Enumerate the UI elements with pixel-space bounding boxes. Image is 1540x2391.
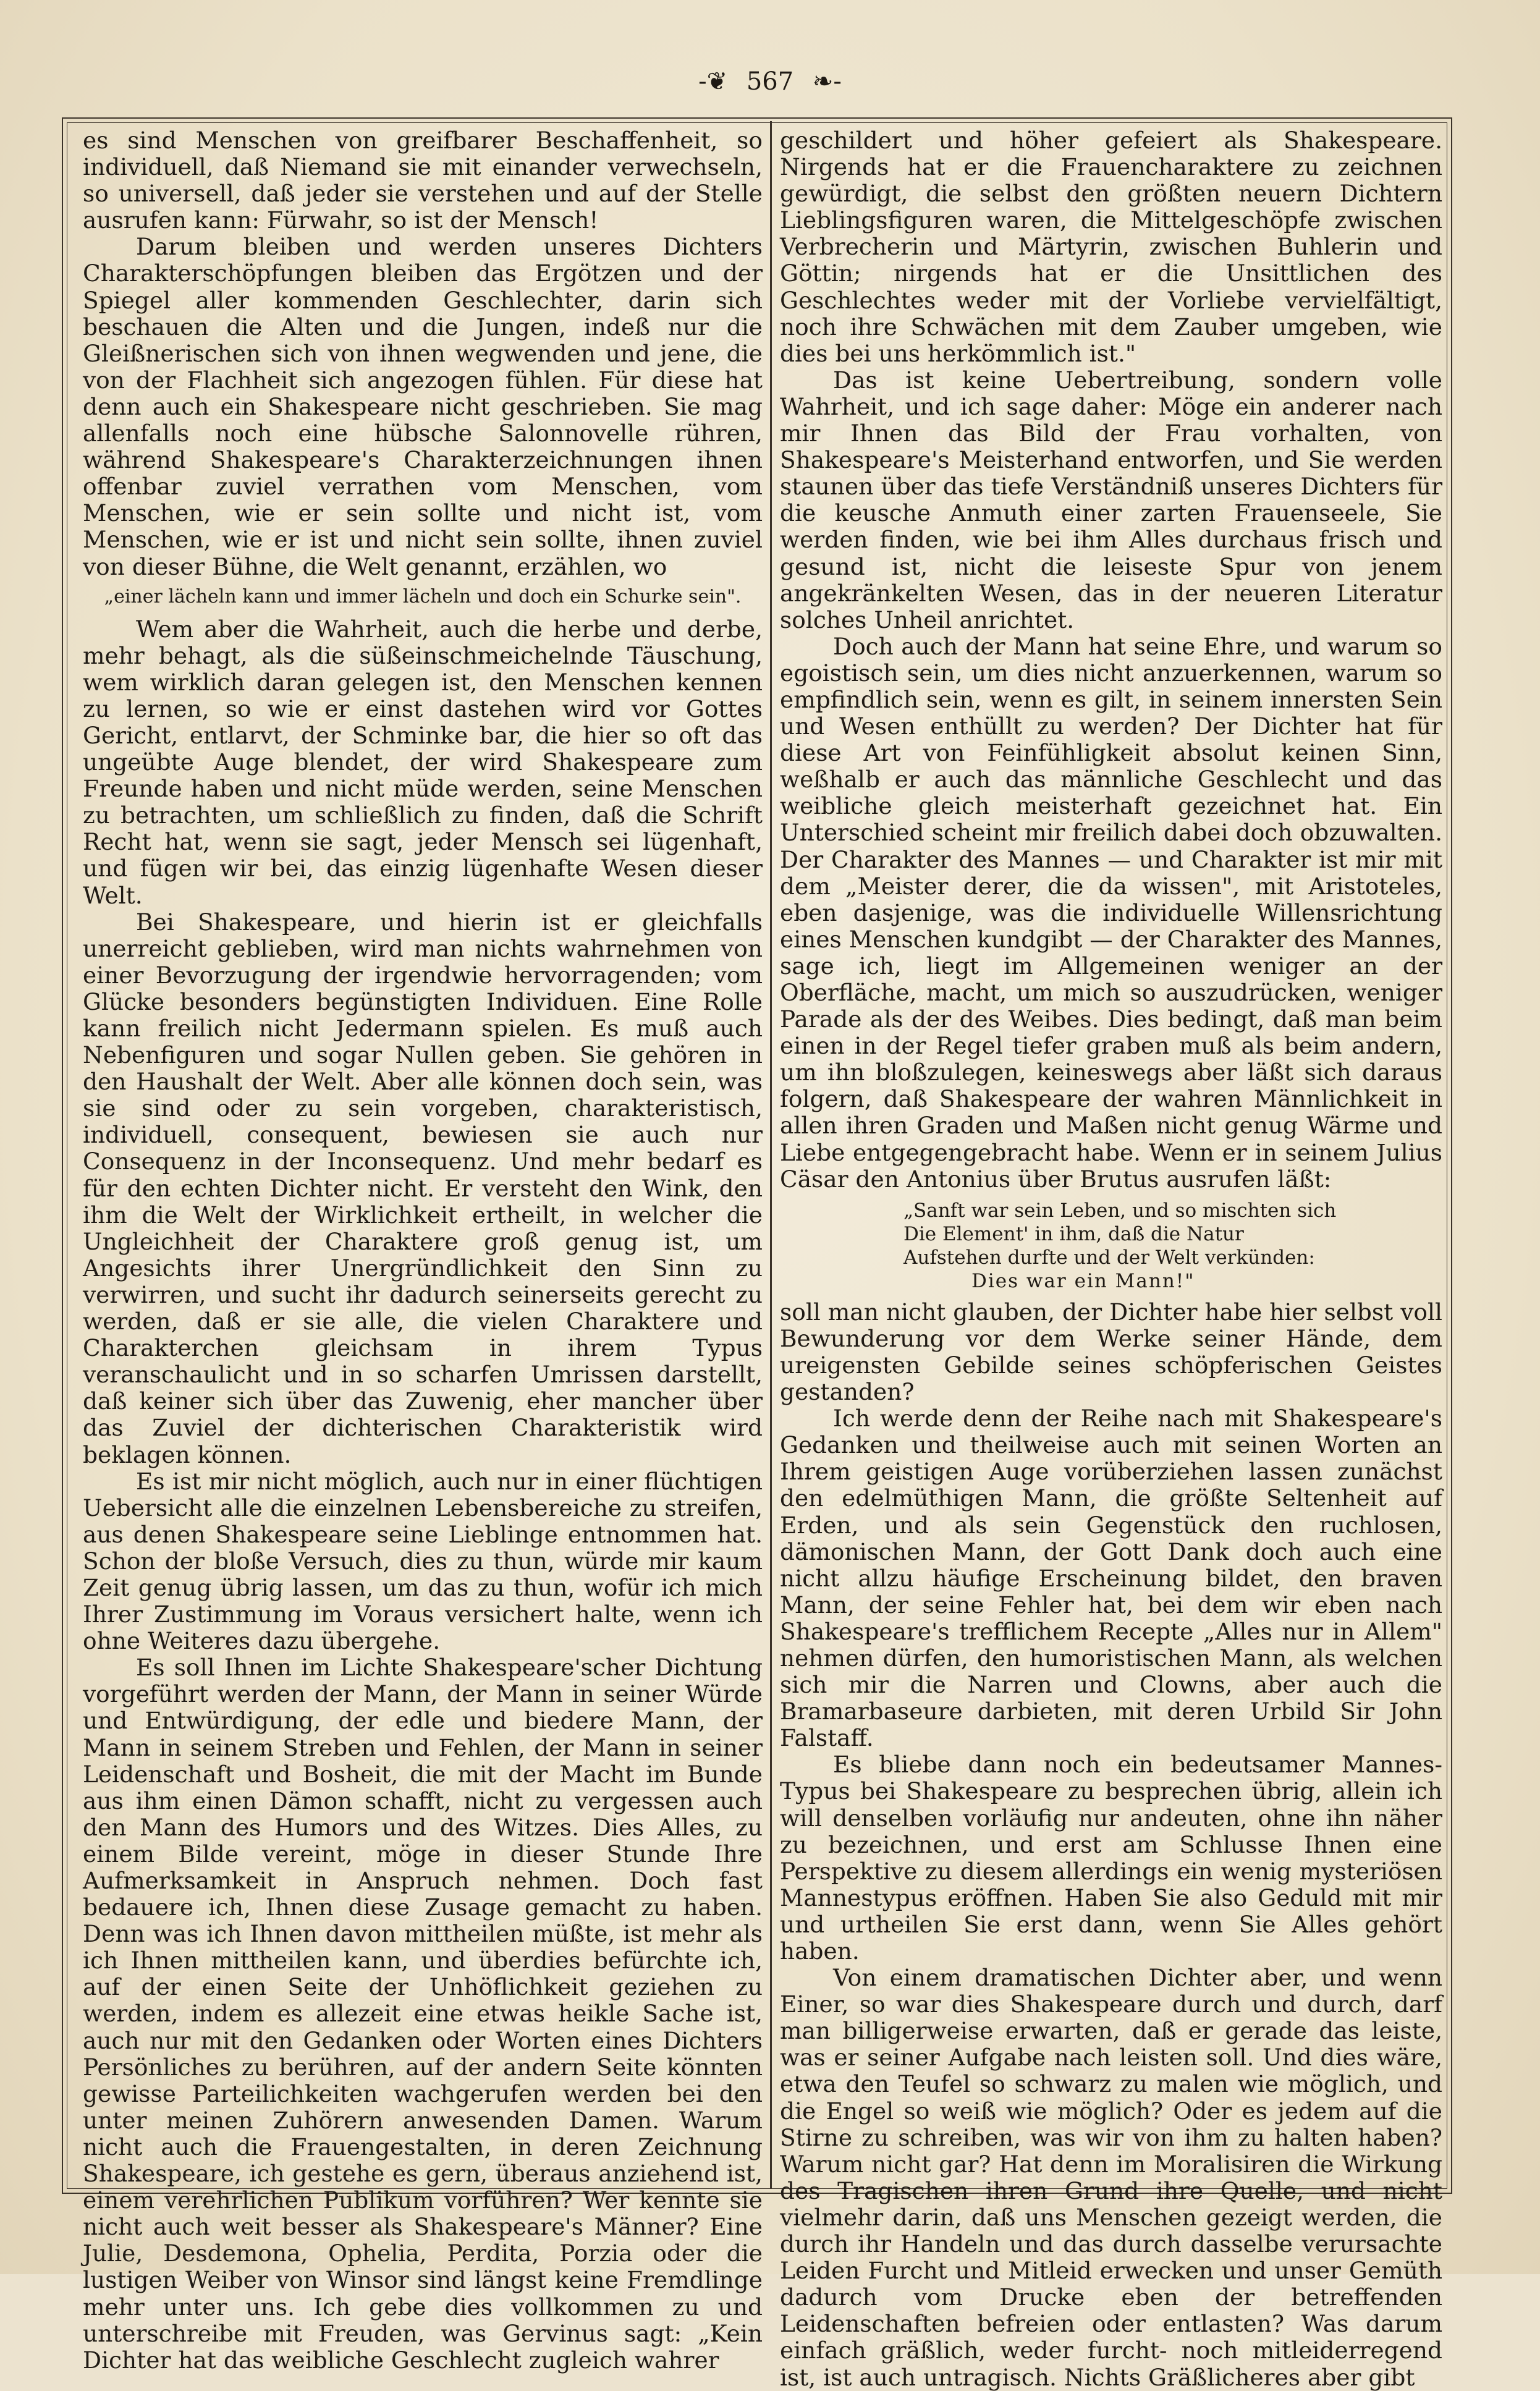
paragraph: es sind Menschen von greifbarer Beschaffenheit, so individuell, daß Niemand sie mit einander verwechseln, so universell, daß jeder sie verstehen und auf der Stelle ausrufen kann: Fürwahr, so ist der Mensch! (83, 127, 763, 234)
paragraph: Darum bleiben und werden unseres Dichters Charakterschöpfungen bleiben das Ergötzen und der Spiegel aller kommenden Geschlechter, darin sich beschauen die Alten und die Jungen, indeß nur die Gleißnerischen sich von ihnen wegwenden und jene, die von der Flachheit sich angezogen fühlen. Für diese hat denn auch ein Shakespeare nicht geschrieben. Sie mag allenfalls noch eine hübsche Salonnovelle rühren, während Shakespeare's Charakterzeichnungen ihnen offenbar zuviel verrathen vom Menschen, vom Menschen, wie er sein sollte und nicht ist, vom Menschen, wie er ist und nicht sein sollte, ihnen zuviel von dieser Bühne, die Welt genannt, erzählen, wo (83, 233, 763, 580)
paragraph: soll man nicht glauben, der Dichter habe hier selbst voll Bewunderung vor dem Werke seiner Hände, dem ureigensten Gebilde seines schöpferischen Geistes gestanden? (780, 1298, 1442, 1406)
ornament-left: -❦ (698, 67, 728, 96)
column-divider (770, 121, 772, 2189)
paragraph: Es bliebe dann noch ein bedeutsamer Mannes-Typus bei Shakespeare zu besprechen übrig, allein ich will denselben vorläufig nur andeuten, ohne ihn näher zu bezeichnen, und erst am Schlusse Ihnen eine Perspektive zu diesem allerdings ein wenig mysteriösen Mannestypus eröffnen. Haben Sie also Geduld mit mir und urtheilen Sie erst dann, wenn Sie Alles gehört haben. (780, 1751, 1442, 1965)
paragraph: Von einem dramatischen Dichter aber, und wenn Einer, so war dies Shakespeare durch und durch, darf man billigerweise erwarten, daß er gerade das leiste, was er seiner Aufgabe nach leisten soll. Und dies wäre, etwa den Teufel so schwarz zu malen wie möglich, und die Engel so weiß wie möglich? Oder es jedem auf die Stirne zu schreiben, was wir von ihm zu halten haben? Warum nicht gar? Hat denn im Moralisiren die Wirkung des Tragischen ihren Grund ihre Quelle, und nicht vielmehr darin, daß uns Menschen gezeigt werden, die durch ihr Handeln und das durch dasselbe verursachte Leiden Furcht und Mitleid erwecken und unser Gemüth dadurch vom Drucke eben der betreffenden Leidenschaften befreien oder entlasten? Was darum einfach gräßlich, weder furcht- noch mitleiderregend ist, ist auch untragisch. Nichts Gräßlicheres aber gibt (780, 1964, 1442, 2391)
verse-line: Dies war ein Mann!" (971, 1269, 1195, 1292)
right-column (780, 127, 1442, 2391)
paragraph: Doch auch der Mann hat seine Ehre, und warum so egoistisch sein, um dies nicht anzuerkennen, warum so empfindlich sein, wenn es gilt, in seinem innersten Sein und Wesen enthüllt zu werden? Der Dichter hat für diese Art von Feinfühligkeit absolut keinen Sinn, weßhalb er auch das männliche Geschlecht und das weibliche gleich meisterhaft gezeichnet hat. Ein Unterschied scheint mir freilich dabei doch obzuwalten. Der Charakter des Mannes — und Charakter ist mir mit dem „Meister derer, die da wissen", mit Aristoteles, eben dasjenige, was die individuelle Willensrichtung eines Menschen kundgibt — der Charakter des Mannes, sage ich, liegt im Allgemeinen weniger an der Oberfläche, macht, um mich so auszudrücken, weniger Parade als der des Weibes. Dies bedingt, daß man beim einen in der Regel tiefer graben muß als beim andern, um ihn bloßzulegen, keineswegs aber läßt sich daraus folgern, daß Shakespeare der wahren Männlichkeit in allen ihren Graden und Maßen nicht genug Wärme und Liebe entgegengebracht habe. Wenn er in seinem Julius Cäsar den Antonius über Brutus ausrufen läßt: (780, 632, 1442, 1193)
verse-quotation (903, 1199, 1442, 1293)
paragraph: Ich werde denn der Reihe nach mit Shakespeare's Gedanken und theilweise auch mit seinen Worten an Ihrem geistigen Auge vorüberziehen lassen zunächst den edelmüthigen Mann, die größte Seltenheit auf Erden, und als sein Gegenstück den ruchlosen, dämonischen Mann, der Gott Dank doch auch eine nicht allzu häufige Erscheinung bildet, den braven Mann, der seine Fehler hat, bei dem wir eben nach Shakespeare's trefflichem Recepte „Alles nur in Allem" nehmen dürfen, den humoristischen Mann, als welchen sich mir die Narren und Clowns, aber auch die Bramarbaseure darbieten, mit deren Urbild Sir John Falstaff. (780, 1405, 1442, 1752)
left-column (83, 127, 763, 2374)
verse-line: Aufstehen durfte und der Welt verkünden: (903, 1246, 1315, 1269)
ornament-right: ❧- (812, 67, 842, 96)
paragraph: Wem aber die Wahrheit, auch die herbe und derbe, mehr behagt, als die süßeinschmeichelnde Täuschung, wem wirklich daran gelegen ist, den Menschen kennen zu lernen, so wie er einst dastehen wird vor Gottes Gericht, entlarvt, der Schminke bar, die hier so oft das ungeübte Auge blendet, der wird Shakespeare zum Freunde haben und nicht müde werden, seine Menschen zu betrachten, um schließlich zu finden, daß die Schrift Recht hat, wenn sie sagt, jeder Mensch sei lügenhaft, und fügen wir bei, das einzig lügenhafte Wesen dieser Welt. (83, 615, 763, 909)
paragraph: Es soll Ihnen im Lichte Shakespeare'scher Dichtung vorgeführt werden der Mann, der Mann in seiner Würde und Entwürdigung, der edle und biedere Mann, der Mann in seinem Streben und Fehlen, der Mann in seiner Leidenschaft und Bosheit, die mit der Macht im Bunde aus ihm einen Dämon schafft, nicht zu vergessen auch den Mann des Humors und des Witzes. Dies Alles, zu einem Bilde vereint, möge in dieser Stunde Ihre Aufmerksamkeit in Anspruch nehmen. Doch fast bedauere ich, Ihnen diese Zusage gemacht zu haben. Denn was ich Ihnen davon mittheilen müßte, ist mehr als ich Ihnen mittheilen kann, und überdies befürchte ich, auf der einen Seite der Unhöflichkeit geziehen zu werden, indem es allezeit eine etwas heikle Sache ist, auch nur mit den Gedanken oder Worten eines Dichters Persönliches zu berühren, auf der andern Seite könnten gewisse Parteilichkeiten wachgerufen werden bei den unter meinen Zuhörern anwesenden Damen. Warum nicht auch die Frauengestalten, in deren Zeichnung Shakespeare, ich gestehe es gern, überaus anziehend ist, einem verehrlichen Publikum vorführen? Wer kennte sie nicht auch weit besser als Shakespeare's Männer? Eine Julie, Desdemona, Ophelia, Perdita, Porzia oder die lustigen Weiber von Winsor sind längst keine Fremdlinge mehr unter uns. Ich gebe dies vollkommen zu und unterschreibe mit Freuden, was Gervinus sagt: „Kein Dichter hat das weibliche Geschlecht zugleich wahrer (83, 1654, 763, 2374)
page-header (0, 67, 1540, 96)
paragraph: Es ist mir nicht möglich, auch nur in einer flüchtigen Uebersicht alle die einzelnen Lebensbereiche zu streifen, aus denen Shakespeare seine Lieblinge entnommen hat. Schon der bloße Versuch, dies zu thun, würde mir kaum Zeit genug übrig lassen, um das zu thun, wofür ich mich Ihrer Zustimmung im Voraus versichert halte, wenn ich ohne Weiteres dazu übergehe. (83, 1467, 763, 1655)
verse-line: Die Element' in ihm, daß die Natur (903, 1222, 1244, 1245)
paragraph: geschildert und höher gefeiert als Shakespeare. Nirgends hat er die Frauencharaktere zu zeichnen gewürdigt, die selbst den größten neuern Dichtern Lieblingsfiguren waren, die Mittelgeschöpfe zwischen Verbrecherin und Märtyrin, zwischen Buhlerin und Göttin; nirgends hat er die Unsittlichen des Geschlechtes weder mit der Vorliebe vervielfältigt, noch ihre Schwächen mit dem Zauber umgeben, wie dies bei uns herkömmlich ist." (780, 127, 1442, 367)
verse-line: „Sanft war sein Leben, und so mischten sich (903, 1199, 1337, 1222)
paragraph: Bei Shakespeare, und hierin ist er gleichfalls unerreicht geblieben, wird man nichts wahrnehmen von einer Bevorzugung der irgendwie hervorragenden; vom Glücke besonders begünstigten Individuen. Eine Rolle kann freilich nicht Jedermann spielen. Es muß auch Nebenfiguren und sogar Nullen geben. Sie gehören in den Haushalt der Welt. Aber alle können doch sein, was sie sind oder zu sein vorgeben, charakteristisch, individuell, consequent, bewiesen sie auch nur Consequenz in der Inconsequenz. Und mehr bedarf es für den echten Dichter nicht. Er versteht den Wink, den ihm die Welt der Wirklichkeit ertheilt, in welcher die Ungleichheit der Charaktere groß genug ist, um Angesichts ihrer Unergründlichkeit den Sinn zu verwirren, und sucht ihr dadurch seinerseits gerecht zu werden, daß er sie alle, die vielen Charaktere und Charakterchen gleichsam in ihrem Typus veranschaulicht und in so scharfen Umrissen darstellt, daß keiner sich über das Zuwenig, eher mancher über das Zuviel der dichterischen Charakteristik wird beklagen können. (83, 908, 763, 1468)
page-number: 567 (746, 67, 794, 96)
paragraph: Das ist keine Uebertreibung, sondern volle Wahrheit, und ich sage daher: Möge ein anderer nach mir Ihnen das Bild der Frau vorhalten, von Shakespeare's Meisterhand entworfen, und Sie werden staunen über das tiefe Verständniß unseres Dichters für die keusche Anmuth einer zarten Frauenseele, Sie werden finden, wie bei ihm Alles durchaus frisch und gesund ist, nicht die leiseste Spur von jenem angekränkelten Wesen, das in der neueren Literatur solches Unheil anrichtet. (780, 366, 1442, 633)
quotation: „einer lächeln kann und immer lächeln und doch ein Schurke sein". (104, 585, 742, 607)
